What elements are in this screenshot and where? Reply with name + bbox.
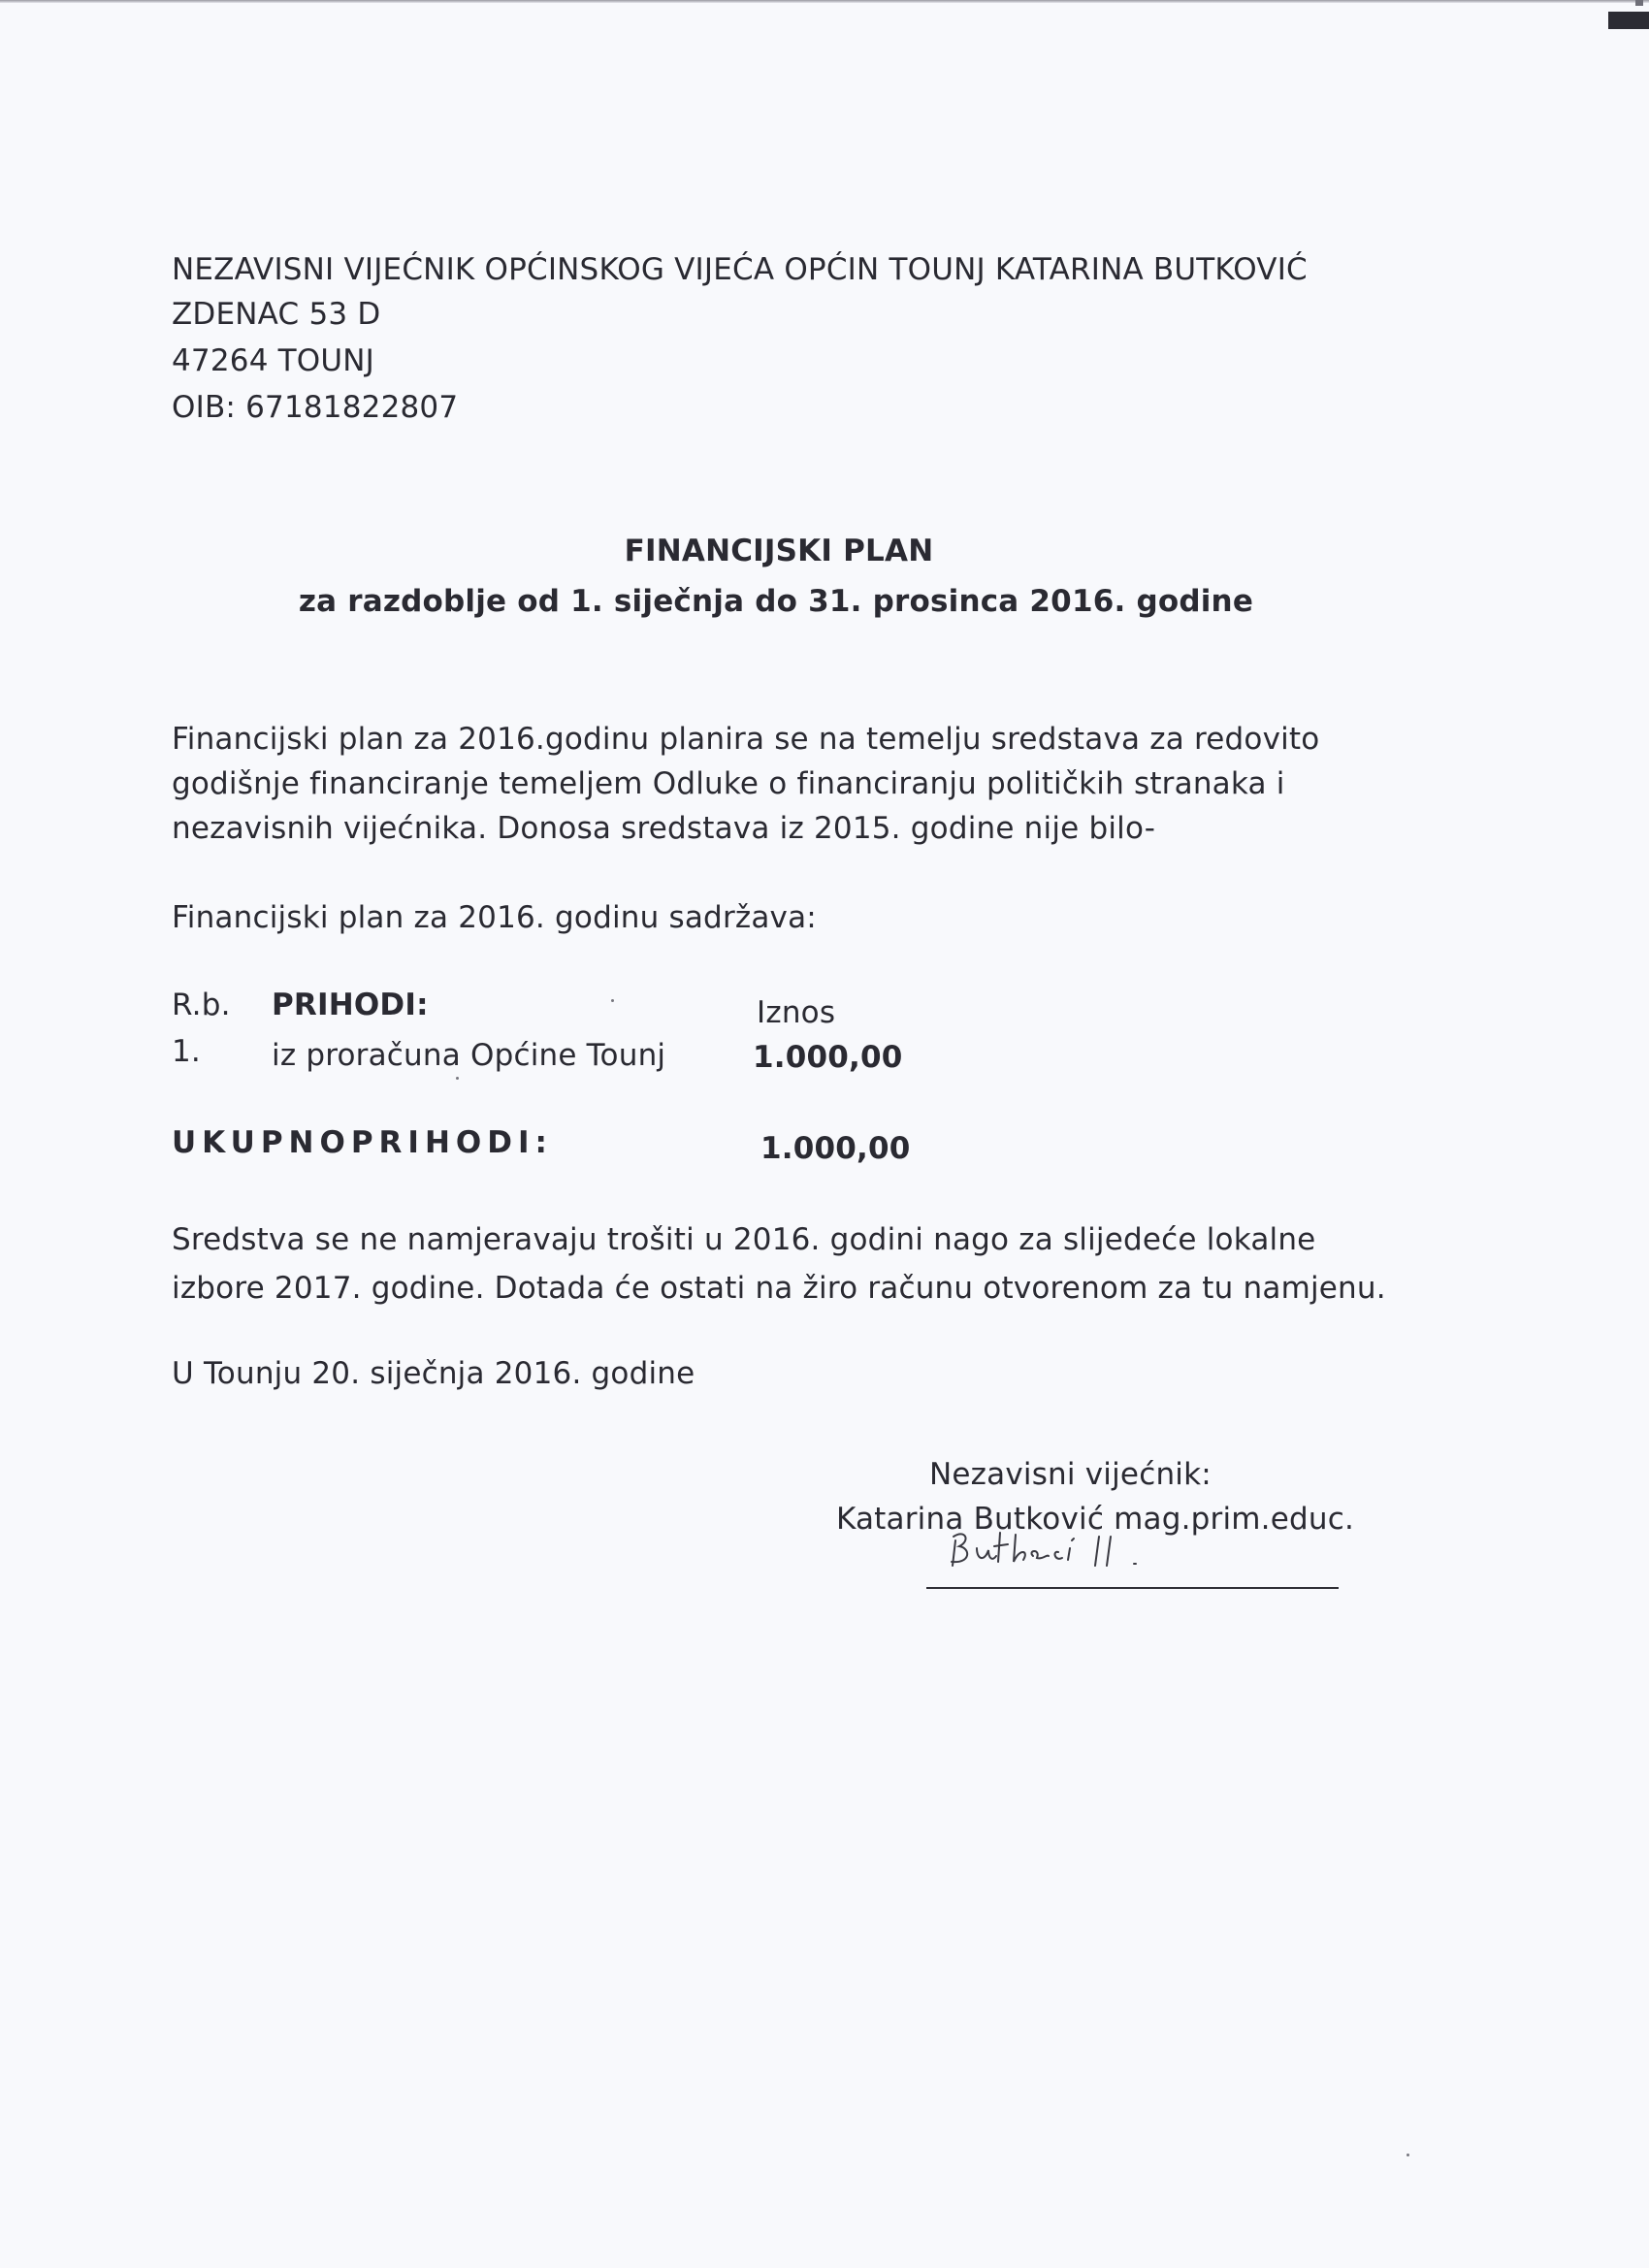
document-title: FINANCIJSKI PLAN xyxy=(624,534,934,568)
intro-line-2: godišnje financiranje temeljem Odluke o financiranju političkih stranaka i xyxy=(172,766,1285,801)
intro-line-3: nezavisnih vijećnika. Donosa sredstava iz 2015. godine nije bilo- xyxy=(172,811,1156,846)
place-date: U Tounju 20. siječnja 2016. godine xyxy=(172,1356,695,1391)
header-line-2: ZDENAC 53 D xyxy=(172,297,381,332)
header-line-3: 47264 TOUNJ xyxy=(172,343,375,378)
note-line-2: izbore 2017. godine. Dotada će ostati na žiro računu otvorenom za tu namjenu. xyxy=(172,1271,1386,1306)
row-1-rb: 1. xyxy=(172,1034,201,1069)
signatory-name: Katarina Butković mag.prim.educ. xyxy=(836,1502,1355,1537)
contents-label: Financijski plan za 2016. godinu sadržava: xyxy=(172,900,817,935)
intro-line-1: Financijski plan za 2016.godinu planira se na temelju sredstava za redovito xyxy=(172,722,1320,757)
total-amount: 1.000,00 xyxy=(760,1131,911,1166)
scan-speck xyxy=(611,999,614,1002)
signatory-role: Nezavisni vijećnik: xyxy=(929,1457,1212,1492)
col-header-iznos: Iznos xyxy=(757,995,836,1030)
row-1-description: iz proračuna Općine Tounj xyxy=(272,1038,666,1073)
col-header-prihodi: PRIHODI: xyxy=(272,988,429,1022)
col-header-rb: R.b. xyxy=(172,988,231,1022)
handwritten-signature xyxy=(926,1527,1188,1595)
scan-speck xyxy=(1406,2154,1409,2156)
row-1-amount: 1.000,00 xyxy=(753,1040,903,1075)
header-line-1: NEZAVISNI VIJEĆNIK OPĆINSKOG VIJEĆA OPĆIN TOUNJ KATARINA BUTKOVIĆ xyxy=(172,252,1308,287)
note-line-1: Sredstva se ne namjeravaju trošiti u 2016. godini nago za slijedeće lokalne xyxy=(172,1222,1316,1257)
signature-line xyxy=(926,1587,1339,1589)
document-subtitle: za razdoblje od 1. siječnja do 31. prosinca 2016. godine xyxy=(298,584,1254,619)
scan-speck xyxy=(456,1077,459,1080)
header-line-4: OIB: 67181822807 xyxy=(172,390,459,425)
total-label: UKUPNOPRIHODI: xyxy=(172,1125,553,1160)
